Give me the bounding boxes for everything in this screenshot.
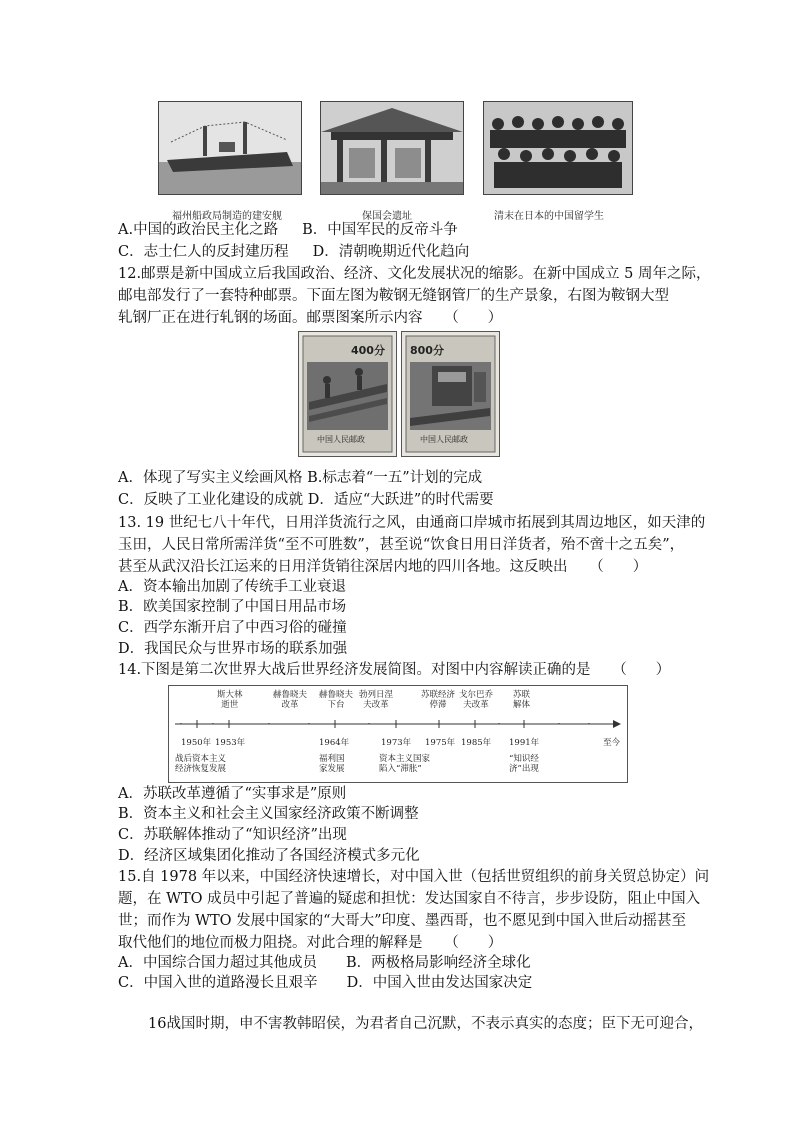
- event-stagflation: 资本主义国家 陷入“滞胀”: [379, 754, 431, 774]
- event-gorbachev-reform: 戈尔巴乔 夫改革: [459, 690, 494, 710]
- event-ussr-dissolution: 苏联 解体: [513, 690, 531, 710]
- q12-options-row1: A．体现了写实主义绘画风格 B.标志着“一五”计划的完成: [118, 470, 483, 486]
- q14-option-a: A．苏联改革遵循了“实事求是”原则: [118, 786, 347, 802]
- q15-options-row1: A．中国综合国力超过其他成员 B．两极格局影响经济全球化: [118, 955, 531, 971]
- q12-stem-line3: 轧钢厂正在进行轧钢的场面。邮票图案所示内容 （ ）: [118, 310, 503, 326]
- warship-image: [159, 102, 301, 194]
- photo-warship-caption: 福州船政局制造的建安舰: [172, 211, 282, 222]
- year-1991: 1991年: [509, 738, 540, 748]
- q13-option-b: B．欧美国家控制了中国日用品市场: [118, 599, 347, 615]
- q14-option-c: C．苏联解体推动了“知识经济”出现: [118, 827, 347, 843]
- q11-option-c: C．志士仁人的反封建历程: [118, 244, 289, 260]
- q15-stem-line3: 世；而作为 WTO 发展中国家的“大哥大”印度、墨西哥，也不愿见到中国入世后动摇甚至: [118, 913, 687, 929]
- photo-students-japan: [483, 101, 633, 195]
- q11-option-b: B．中国军民的反帝斗争: [302, 222, 458, 238]
- photo-warship: [158, 101, 302, 195]
- event-stalin-death: 斯大林 逝世: [217, 690, 243, 710]
- stamp-seamless-tube-mill: [298, 331, 397, 457]
- q14-stem: 14.下图是第二次世界大战后世界经济发展简图。对图中内容解读正确的是 （ ）: [118, 662, 671, 678]
- event-khrushchev-reform: 赫鲁晓夫 改革: [273, 690, 308, 710]
- year-1953: 1953年: [215, 738, 246, 748]
- q14-option-d: D．经济区域集团化推动了各国经济模式多元化: [118, 848, 420, 864]
- q16-stem-line1: 16战国时期，申不害教韩昭侯，为君者自己沉默，不表示真实的态度；臣下无可迎合，: [148, 1016, 703, 1032]
- q12-options-row2: C．反映了工业化建设的成就 D．适应“大跃进”的时代需要: [118, 492, 494, 508]
- year-1985: 1985年: [461, 738, 492, 748]
- event-brezhnev-reform: 勃列日涅 夫改革: [359, 690, 394, 710]
- q11-options-row1: [118, 220, 458, 240]
- q15-stem-line2: 题，在 WTO 成员中引起了普遍的疑虑和担忧：发达国家自不待言，步步设防，阻止中国入: [118, 891, 701, 907]
- baoguohui-image: [321, 102, 463, 194]
- year-1950: 1950年: [181, 738, 212, 748]
- event-soviet-stagnation: 苏联经济 停滞: [421, 690, 456, 710]
- q15-stem-line1: 15.自 1978 年以来，中国经济快速增长，对中国入世（包括世贸组织的前身关贸总协定）问: [118, 869, 710, 885]
- q14-option-b: B．资本主义和社会主义国家经济政策不断调整: [118, 806, 419, 822]
- year-1973: 1973年: [381, 738, 412, 748]
- event-knowledge-economy: “知识经 济”出现: [509, 754, 539, 774]
- q11-options-row2: [118, 242, 469, 262]
- q13-stem-line2: 玉田，人民日常所需洋货“至不可胜数”，甚至说“饮食日用日洋货者，殆不啻十之五矣”，: [118, 537, 685, 553]
- q13-option-c: C．西学东渐开启了中西习俗的碰撞: [118, 620, 347, 636]
- year-1964: 1964年: [319, 738, 350, 748]
- event-postwar-capitalist-recovery: 战后资本主义 经济恢复发展: [175, 754, 227, 774]
- event-welfare-state: 福利国 家发展: [319, 754, 345, 774]
- stamp-right-value: 800分: [410, 344, 444, 357]
- stamp-rolling-mill: [401, 331, 500, 457]
- q13-stem-line3: 甚至从武汉沿长江运来的日用洋货销往深居内地的四川各地。这反映出 （ ）: [118, 559, 648, 575]
- photo-baoguohui-site: [320, 101, 464, 195]
- q15-stem-line4: 取代他们的地位而极力阻挠。对此合理的解释是 （ ）: [118, 935, 503, 951]
- stamp-left-value: 400分: [351, 344, 385, 357]
- event-khrushchev-out: 赫鲁晓夫 下台: [319, 690, 354, 710]
- year-present: 至今: [603, 738, 621, 748]
- photo-students-caption: 清末在日本的中国留学生: [494, 211, 604, 222]
- q11-option-d: D．清朝晚期近代化趋向: [312, 244, 470, 260]
- q12-stem-line2: 邮电部发行了一套特种邮票。下面左图为鞍钢无缝钢管厂的生产景象，右图为鞍钢大型: [118, 288, 669, 304]
- q13-option-a: A．资本输出加剧了传统手工业衰退: [118, 579, 346, 595]
- year-1975: 1975年: [425, 738, 456, 748]
- q14-timeline-diagram: [168, 685, 628, 783]
- stamp-right-label: 中国人民邮政: [420, 435, 468, 444]
- q13-option-d: D．我国民众与世界市场的联系加强: [118, 641, 348, 657]
- stamp-left-label: 中国人民邮政: [317, 435, 365, 444]
- q15-options-row2: C．中国入世的道路漫长且艰辛 D．中国入世由发达国家决定: [118, 975, 533, 991]
- q11-option-a: A.中国的政治民主化之路: [118, 222, 279, 238]
- students-image: [484, 102, 632, 194]
- photo-baoguohui-caption: 保国会遗址: [362, 211, 412, 222]
- q12-stem-line1: 12.邮票是新中国成立后我国政治、经济、文化发展状况的缩影。在新中国成立 5 周年之际，: [118, 266, 711, 282]
- q13-stem-line1: 13. 19 世纪七八十年代，日用洋货流行之风，由通商口岸城市拓展到其周边地区，如天津的: [118, 515, 706, 531]
